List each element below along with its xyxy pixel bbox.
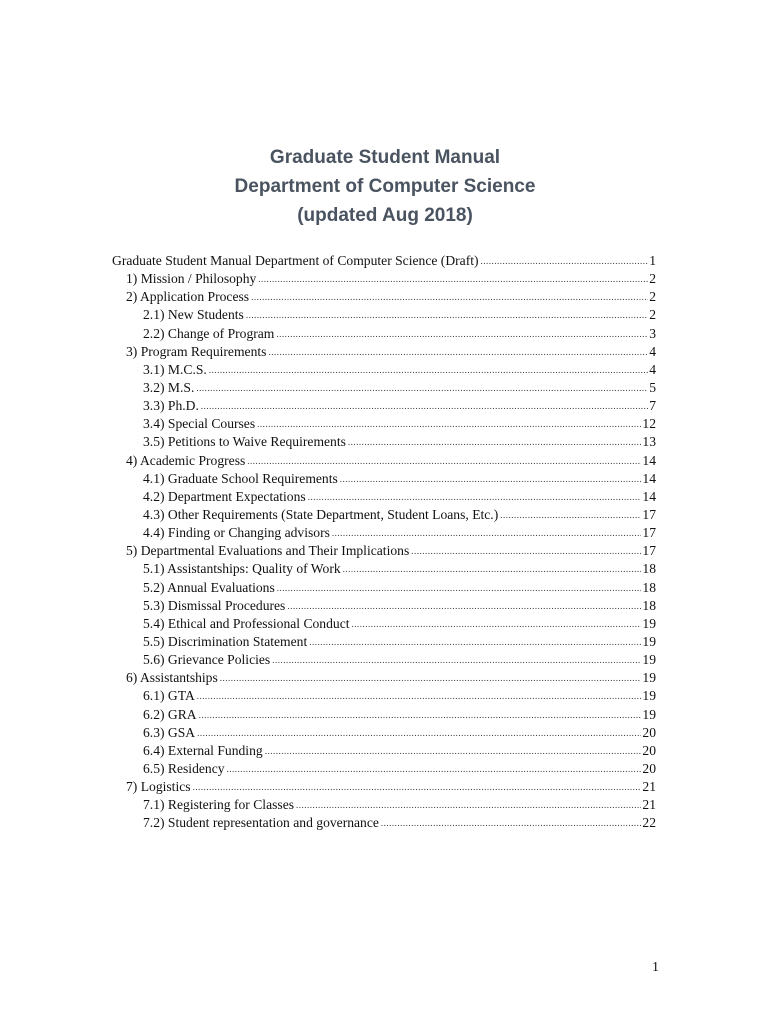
toc-entry-page: 4 (649, 361, 656, 377)
toc-entry[interactable] (112, 579, 656, 597)
toc-dot-leader (197, 687, 642, 705)
toc-entry[interactable] (112, 433, 656, 451)
toc-dot-leader (277, 579, 642, 597)
toc-entry-title: 4.3) Other Requirements (State Department, Student Loans, Etc.) (143, 506, 499, 522)
table-of-contents (112, 252, 656, 833)
toc-dot-leader (246, 306, 648, 324)
toc-entry[interactable] (112, 397, 656, 415)
toc-entry-title: 5.2) Annual Evaluations (143, 579, 275, 595)
toc-dot-leader (332, 524, 641, 542)
toc-entry[interactable] (112, 488, 656, 506)
toc-entry-page: 20 (642, 742, 656, 758)
toc-entry-title: 3.5) Petitions to Waive Requirements (143, 434, 346, 450)
toc-entry-title: Graduate Student Manual Department of Computer Science (Draft) (112, 253, 479, 268)
title-line-1: Graduate Student Manual (269, 147, 501, 168)
toc-entry[interactable] (112, 343, 656, 361)
toc-dot-leader (309, 633, 641, 651)
toc-dot-leader (199, 706, 642, 724)
toc-entry[interactable] (112, 724, 656, 742)
toc-entry[interactable] (112, 252, 656, 270)
toc-entry-title: 5.5) Discrimination Statement (143, 633, 308, 649)
toc-entry-title: 7.2) Student representation and governance (143, 815, 379, 831)
toc-entry[interactable] (112, 615, 656, 633)
toc-dot-leader (201, 397, 648, 415)
toc-entry-page: 20 (642, 760, 656, 776)
toc-dot-leader (209, 361, 648, 379)
toc-dot-leader (197, 724, 641, 742)
toc-dot-leader (265, 742, 642, 760)
toc-entry-page: 1 (649, 253, 656, 268)
toc-dot-leader (343, 560, 642, 578)
toc-entry[interactable] (112, 524, 656, 542)
toc-entry[interactable] (112, 415, 656, 433)
toc-dot-leader (193, 778, 642, 796)
toc-entry-title: 3.4) Special Courses (143, 416, 256, 432)
toc-dot-leader (268, 343, 648, 361)
toc-dot-leader (381, 814, 641, 832)
toc-dot-leader (340, 470, 642, 488)
toc-entry[interactable] (112, 560, 656, 578)
toc-entry-title: 7) Logistics (126, 779, 191, 795)
toc-entry-page: 19 (642, 706, 656, 722)
toc-entry-title: 6.3) GSA (143, 724, 196, 740)
toc-entry-page: 5 (649, 379, 656, 395)
toc-entry-page: 22 (642, 815, 656, 831)
toc-entry-title: 5.3) Dismissal Procedures (143, 597, 286, 613)
toc-dot-leader (272, 651, 641, 669)
toc-dot-leader (220, 669, 642, 687)
toc-entry-page: 14 (642, 452, 656, 468)
toc-entry-title: 4.2) Department Expectations (143, 488, 306, 504)
toc-entry-title: 1) Mission / Philosophy (126, 271, 257, 287)
toc-dot-leader (247, 452, 641, 470)
toc-entry-page: 19 (642, 615, 656, 631)
toc-entry-page: 17 (642, 506, 656, 522)
toc-entry[interactable] (112, 288, 656, 306)
toc-entry[interactable] (112, 814, 656, 832)
toc-entry-title: 4) Academic Progress (126, 452, 246, 468)
toc-entry-page: 19 (642, 652, 656, 668)
toc-entry-title: 2) Application Process (126, 289, 250, 305)
toc-dot-leader (500, 506, 641, 524)
toc-entry-title: 7.1) Registering for Classes (143, 797, 295, 813)
toc-entry[interactable] (112, 306, 656, 324)
toc-dot-leader (257, 415, 641, 433)
toc-dot-leader (251, 288, 648, 306)
toc-entry-title: 3) Program Requirements (126, 343, 267, 359)
toc-entry-page: 21 (642, 797, 656, 813)
toc-entry-page: 2 (649, 271, 656, 287)
toc-entry-title: 6.5) Residency (143, 760, 225, 776)
toc-entry-page: 7 (649, 398, 656, 414)
toc-entry[interactable] (112, 633, 656, 651)
toc-entry-title: 6) Assistantships (126, 670, 218, 686)
toc-dot-leader (296, 796, 641, 814)
toc-entry[interactable] (112, 452, 656, 470)
toc-entry-page: 14 (642, 470, 656, 486)
toc-entry[interactable] (112, 742, 656, 760)
toc-entry-title: 6.1) GTA (143, 688, 195, 704)
toc-entry-title: 5.4) Ethical and Professional Conduct (143, 615, 350, 631)
toc-entry-page: 18 (642, 597, 656, 613)
toc-entry[interactable] (112, 506, 656, 524)
toc-entry-title: 5.6) Grievance Policies (143, 652, 271, 668)
toc-entry[interactable] (112, 270, 656, 288)
toc-entry-page: 14 (642, 488, 656, 504)
toc-entry[interactable] (112, 687, 656, 705)
toc-entry-title: 6.2) GRA (143, 706, 197, 722)
toc-entry-title: 3.1) M.C.S. (143, 361, 207, 377)
toc-entry[interactable] (112, 778, 656, 796)
toc-dot-leader (348, 433, 641, 451)
toc-entry[interactable] (112, 470, 656, 488)
toc-entry-title: 4.4) Finding or Changing advisors (143, 525, 330, 541)
toc-entry-page: 3 (649, 325, 656, 341)
document-title (0, 143, 770, 230)
toc-entry[interactable] (112, 669, 656, 687)
page-number: 1 (652, 960, 659, 975)
toc-dot-leader (196, 379, 648, 397)
toc-entry-title: 2.2) Change of Program (143, 325, 275, 341)
toc-entry-page: 13 (642, 434, 656, 450)
toc-entry-page: 18 (642, 579, 656, 595)
title-line-3: (updated Aug 2018) (297, 205, 473, 226)
toc-entry-page: 19 (642, 670, 656, 686)
toc-dot-leader (258, 270, 648, 288)
toc-entry-title: 6.4) External Funding (143, 742, 263, 758)
toc-dot-leader (308, 488, 642, 506)
toc-entry-title: 3.2) M.S. (143, 379, 195, 395)
toc-entry-page: 17 (642, 525, 656, 541)
toc-entry[interactable] (112, 760, 656, 778)
toc-dot-leader (352, 615, 642, 633)
toc-entry[interactable] (112, 379, 656, 397)
toc-entry-page: 21 (642, 779, 656, 795)
toc-entry-title: 5) Departmental Evaluations and Their Implications (126, 543, 410, 559)
toc-dot-leader (276, 325, 648, 343)
toc-entry-page: 19 (642, 688, 656, 704)
toc-dot-leader (227, 760, 642, 778)
toc-entry[interactable] (112, 597, 656, 615)
toc-entry-page: 20 (642, 724, 656, 740)
toc-entry[interactable] (112, 325, 656, 343)
title-line-2: Department of Computer Science (234, 176, 536, 197)
toc-entry-title: 2.1) New Students (143, 307, 244, 323)
toc-entry[interactable] (112, 706, 656, 724)
toc-entry-title: 5.1) Assistantships: Quality of Work (143, 561, 341, 577)
toc-dot-leader (287, 597, 641, 615)
toc-entry-page: 12 (642, 416, 656, 432)
toc-entry-page: 17 (642, 543, 656, 559)
toc-entry[interactable] (112, 796, 656, 814)
toc-entry-page: 4 (649, 343, 656, 359)
toc-entry-page: 2 (649, 307, 656, 323)
toc-entry[interactable] (112, 542, 656, 560)
toc-dot-leader (481, 252, 649, 270)
toc-dot-leader (411, 542, 641, 560)
toc-entry-title: 3.3) Ph.D. (143, 398, 199, 414)
toc-entry-page: 18 (642, 561, 656, 577)
toc-entry[interactable] (112, 651, 656, 669)
toc-entry-page: 19 (642, 633, 656, 649)
toc-entry-title: 4.1) Graduate School Requirements (143, 470, 338, 486)
toc-entry-page: 2 (649, 289, 656, 305)
toc-entry[interactable] (112, 361, 656, 379)
